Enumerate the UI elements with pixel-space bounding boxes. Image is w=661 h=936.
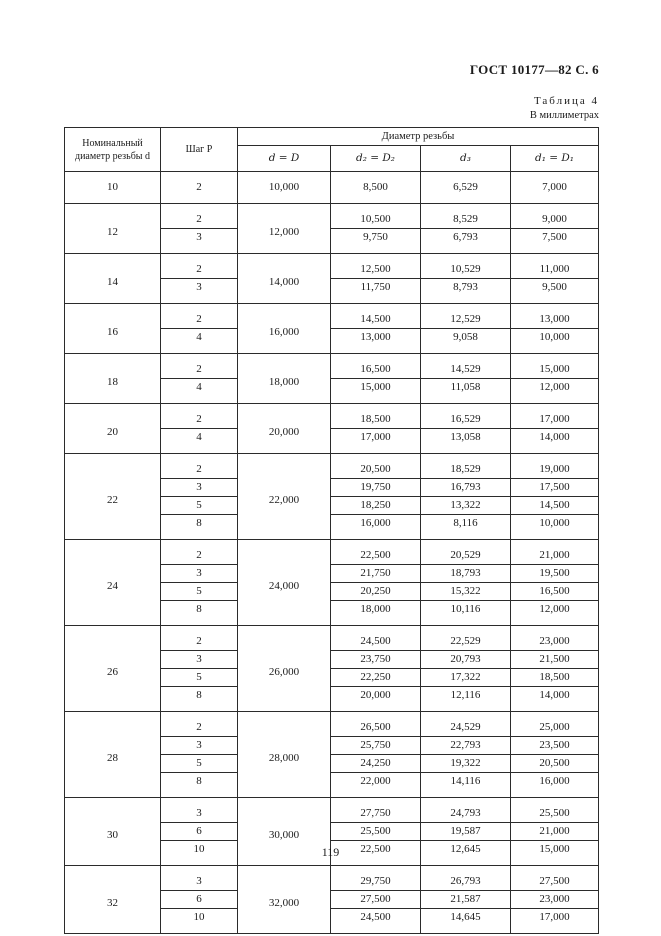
minor-diameter-d1-cell: 12,000: [511, 601, 599, 626]
nominal-diameter-cell: 14: [65, 254, 161, 304]
minor-diameter-d1-cell: 23,000: [511, 891, 599, 909]
pitch-cell: 3: [161, 279, 238, 304]
table-row: [65, 540, 599, 565]
minor-diameter-d3-cell: 24,529: [421, 712, 511, 737]
minor-diameter-d3-cell: 8,116: [421, 515, 511, 540]
pitch-cell: 2: [161, 454, 238, 479]
pitch-cell: 8: [161, 515, 238, 540]
minor-diameter-d1-cell: 23,000: [511, 626, 599, 651]
pitch-diameter-cell: 10,500: [331, 204, 421, 229]
pitch-cell: 5: [161, 755, 238, 773]
minor-diameter-d3-cell: 14,645: [421, 909, 511, 934]
nominal-diameter-cell: 32: [65, 866, 161, 934]
minor-diameter-d1-cell: 16,500: [511, 583, 599, 601]
pitch-cell: 5: [161, 497, 238, 515]
nominal-diameter-cell: 12: [65, 204, 161, 254]
pitch-diameter-cell: 26,500: [331, 712, 421, 737]
nominal-diameter-cell: 18: [65, 354, 161, 404]
minor-diameter-d3-cell: 20,793: [421, 651, 511, 669]
outer-diameter-cell: 20,000: [238, 404, 331, 454]
pitch-cell: 8: [161, 773, 238, 798]
outer-diameter-cell: 24,000: [238, 540, 331, 626]
minor-diameter-d1-cell: 17,500: [511, 479, 599, 497]
col-header-pitch: Шаг Р: [161, 128, 238, 172]
pitch-diameter-cell: 16,000: [331, 515, 421, 540]
outer-diameter-cell: 22,000: [238, 454, 331, 540]
pitch-diameter-cell: 13,000: [331, 329, 421, 354]
minor-diameter-d3-cell: 16,529: [421, 404, 511, 429]
outer-diameter-cell: 12,000: [238, 204, 331, 254]
minor-diameter-d3-cell: 13,322: [421, 497, 511, 515]
minor-diameter-d3-cell: 12,645: [421, 841, 511, 866]
minor-diameter-d3-cell: 26,793: [421, 866, 511, 891]
pitch-diameter-cell: 27,500: [331, 891, 421, 909]
pitch-cell: 3: [161, 229, 238, 254]
pitch-cell: 4: [161, 329, 238, 354]
col-header-nominal-diameter: Номинальный диаметр резьбы d: [65, 128, 161, 172]
minor-diameter-d3-cell: 17,322: [421, 669, 511, 687]
nominal-diameter-cell: 26: [65, 626, 161, 712]
pitch-cell: 3: [161, 866, 238, 891]
nominal-diameter-cell: 30: [65, 798, 161, 866]
nominal-diameter-cell: 16: [65, 304, 161, 354]
minor-diameter-d1-cell: 12,000: [511, 379, 599, 404]
pitch-diameter-cell: 19,750: [331, 479, 421, 497]
outer-diameter-cell: 28,000: [238, 712, 331, 798]
minor-diameter-d1-cell: 11,000: [511, 254, 599, 279]
col-header-d2-equals-D2: d₂ = D₂: [331, 146, 421, 172]
minor-diameter-d3-cell: 22,793: [421, 737, 511, 755]
outer-diameter-cell: 26,000: [238, 626, 331, 712]
pitch-cell: 2: [161, 626, 238, 651]
outer-diameter-cell: 30,000: [238, 798, 331, 866]
pitch-diameter-cell: 22,500: [331, 540, 421, 565]
minor-diameter-d3-cell: 12,529: [421, 304, 511, 329]
minor-diameter-d3-cell: 6,529: [421, 172, 511, 204]
table-row: [65, 798, 599, 823]
nominal-diameter-cell: 22: [65, 454, 161, 540]
nominal-diameter-cell: 10: [65, 172, 161, 204]
minor-diameter-d1-cell: 21,000: [511, 823, 599, 841]
pitch-cell: 5: [161, 583, 238, 601]
pitch-cell: 6: [161, 823, 238, 841]
minor-diameter-d1-cell: 10,000: [511, 329, 599, 354]
table-header: [65, 128, 599, 172]
minor-diameter-d1-cell: 17,000: [511, 404, 599, 429]
pitch-diameter-cell: 20,250: [331, 583, 421, 601]
pitch-cell: 2: [161, 304, 238, 329]
table-row: [65, 304, 599, 329]
table-row: [65, 866, 599, 891]
pitch-cell: 3: [161, 651, 238, 669]
outer-diameter-cell: 10,000: [238, 172, 331, 204]
pitch-cell: 2: [161, 254, 238, 279]
table-row: [65, 712, 599, 737]
table-row: [65, 172, 599, 204]
minor-diameter-d3-cell: 6,793: [421, 229, 511, 254]
page-number: 119: [321, 845, 340, 859]
minor-diameter-d3-cell: 19,322: [421, 755, 511, 773]
pitch-diameter-cell: 22,000: [331, 773, 421, 798]
minor-diameter-d1-cell: 9,500: [511, 279, 599, 304]
col-header-thread-diameter-group: Диаметр резьбы: [238, 128, 599, 146]
minor-diameter-d1-cell: 17,000: [511, 909, 599, 934]
table-body: [65, 172, 599, 934]
pitch-diameter-cell: 23,750: [331, 651, 421, 669]
pitch-diameter-cell: 24,250: [331, 755, 421, 773]
minor-diameter-d1-cell: 23,500: [511, 737, 599, 755]
minor-diameter-d1-cell: 7,500: [511, 229, 599, 254]
pitch-diameter-cell: 21,750: [331, 565, 421, 583]
minor-diameter-d3-cell: 24,793: [421, 798, 511, 823]
col-header-d1-equals-D1: d₁ = D₁: [511, 146, 599, 172]
minor-diameter-d1-cell: 18,500: [511, 669, 599, 687]
pitch-diameter-cell: 8,500: [331, 172, 421, 204]
minor-diameter-d3-cell: 20,529: [421, 540, 511, 565]
table-row: [65, 354, 599, 379]
minor-diameter-d1-cell: 20,500: [511, 755, 599, 773]
pitch-diameter-cell: 12,500: [331, 254, 421, 279]
pitch-diameter-cell: 25,500: [331, 823, 421, 841]
minor-diameter-d1-cell: 13,000: [511, 304, 599, 329]
outer-diameter-cell: 32,000: [238, 866, 331, 934]
pitch-cell: 2: [161, 712, 238, 737]
minor-diameter-d1-cell: 10,000: [511, 515, 599, 540]
minor-diameter-d3-cell: 14,116: [421, 773, 511, 798]
pitch-diameter-cell: 18,000: [331, 601, 421, 626]
pitch-diameter-cell: 17,000: [331, 429, 421, 454]
minor-diameter-d1-cell: 25,500: [511, 798, 599, 823]
thread-dimensions-table: [64, 127, 599, 934]
pitch-cell: 10: [161, 841, 238, 866]
minor-diameter-d1-cell: 15,000: [511, 841, 599, 866]
outer-diameter-cell: 18,000: [238, 354, 331, 404]
pitch-diameter-cell: 18,250: [331, 497, 421, 515]
minor-diameter-d3-cell: 8,793: [421, 279, 511, 304]
pitch-diameter-cell: 14,500: [331, 304, 421, 329]
pitch-cell: 2: [161, 404, 238, 429]
pitch-diameter-cell: 24,500: [331, 626, 421, 651]
minor-diameter-d3-cell: 18,529: [421, 454, 511, 479]
minor-diameter-d3-cell: 9,058: [421, 329, 511, 354]
minor-diameter-d3-cell: 10,529: [421, 254, 511, 279]
minor-diameter-d1-cell: 21,000: [511, 540, 599, 565]
minor-diameter-d3-cell: 13,058: [421, 429, 511, 454]
pitch-diameter-cell: 16,500: [331, 354, 421, 379]
minor-diameter-d1-cell: 9,000: [511, 204, 599, 229]
pitch-cell: 10: [161, 909, 238, 934]
pitch-cell: 3: [161, 479, 238, 497]
pitch-diameter-cell: 20,500: [331, 454, 421, 479]
pitch-cell: 4: [161, 429, 238, 454]
minor-diameter-d1-cell: 16,000: [511, 773, 599, 798]
minor-diameter-d3-cell: 16,793: [421, 479, 511, 497]
minor-diameter-d3-cell: 12,116: [421, 687, 511, 712]
minor-diameter-d1-cell: 15,000: [511, 354, 599, 379]
pitch-diameter-cell: 29,750: [331, 866, 421, 891]
minor-diameter-d3-cell: 18,793: [421, 565, 511, 583]
pitch-cell: 4: [161, 379, 238, 404]
pitch-cell: 8: [161, 687, 238, 712]
minor-diameter-d1-cell: 14,500: [511, 497, 599, 515]
nominal-diameter-cell: 20: [65, 404, 161, 454]
minor-diameter-d1-cell: 14,000: [511, 687, 599, 712]
pitch-diameter-cell: 18,500: [331, 404, 421, 429]
pitch-cell: 2: [161, 540, 238, 565]
pitch-diameter-cell: 22,250: [331, 669, 421, 687]
pitch-cell: 2: [161, 172, 238, 204]
minor-diameter-d1-cell: 19,000: [511, 454, 599, 479]
pitch-diameter-cell: 22,500: [331, 841, 421, 866]
minor-diameter-d1-cell: 21,500: [511, 651, 599, 669]
minor-diameter-d3-cell: 14,529: [421, 354, 511, 379]
nominal-diameter-cell: 28: [65, 712, 161, 798]
nominal-diameter-cell: 24: [65, 540, 161, 626]
pitch-diameter-cell: 24,500: [331, 909, 421, 934]
table-label: Таблица 4: [533, 95, 599, 107]
outer-diameter-cell: 14,000: [238, 254, 331, 304]
table-row: [65, 404, 599, 429]
pitch-diameter-cell: 15,000: [331, 379, 421, 404]
pitch-diameter-cell: 20,000: [331, 687, 421, 712]
pitch-cell: 6: [161, 891, 238, 909]
minor-diameter-d1-cell: 19,500: [511, 565, 599, 583]
pitch-cell: 8: [161, 601, 238, 626]
pitch-diameter-cell: 25,750: [331, 737, 421, 755]
units-label: В миллиметрах: [529, 110, 599, 121]
pitch-diameter-cell: 9,750: [331, 229, 421, 254]
table-row: [65, 204, 599, 229]
pitch-diameter-cell: 11,750: [331, 279, 421, 304]
pitch-cell: 3: [161, 737, 238, 755]
minor-diameter-d3-cell: 19,587: [421, 823, 511, 841]
pitch-cell: 5: [161, 669, 238, 687]
minor-diameter-d3-cell: 8,529: [421, 204, 511, 229]
pitch-diameter-cell: 27,750: [331, 798, 421, 823]
minor-diameter-d3-cell: 22,529: [421, 626, 511, 651]
minor-diameter-d3-cell: 15,322: [421, 583, 511, 601]
table-row: [65, 454, 599, 479]
col-header-d-equals-D: d = D: [238, 146, 331, 172]
pitch-cell: 3: [161, 565, 238, 583]
minor-diameter-d3-cell: 11,058: [421, 379, 511, 404]
minor-diameter-d3-cell: 10,116: [421, 601, 511, 626]
table-row: [65, 626, 599, 651]
minor-diameter-d3-cell: 21,587: [421, 891, 511, 909]
minor-diameter-d1-cell: 14,000: [511, 429, 599, 454]
table-row: [65, 254, 599, 279]
document-header: ГОСТ 10177—82 С. 6: [469, 62, 599, 77]
outer-diameter-cell: 16,000: [238, 304, 331, 354]
col-header-d3: d₃: [421, 146, 511, 172]
pitch-cell: 2: [161, 354, 238, 379]
minor-diameter-d1-cell: 27,500: [511, 866, 599, 891]
pitch-cell: 2: [161, 204, 238, 229]
pitch-cell: 3: [161, 798, 238, 823]
minor-diameter-d1-cell: 7,000: [511, 172, 599, 204]
minor-diameter-d1-cell: 25,000: [511, 712, 599, 737]
